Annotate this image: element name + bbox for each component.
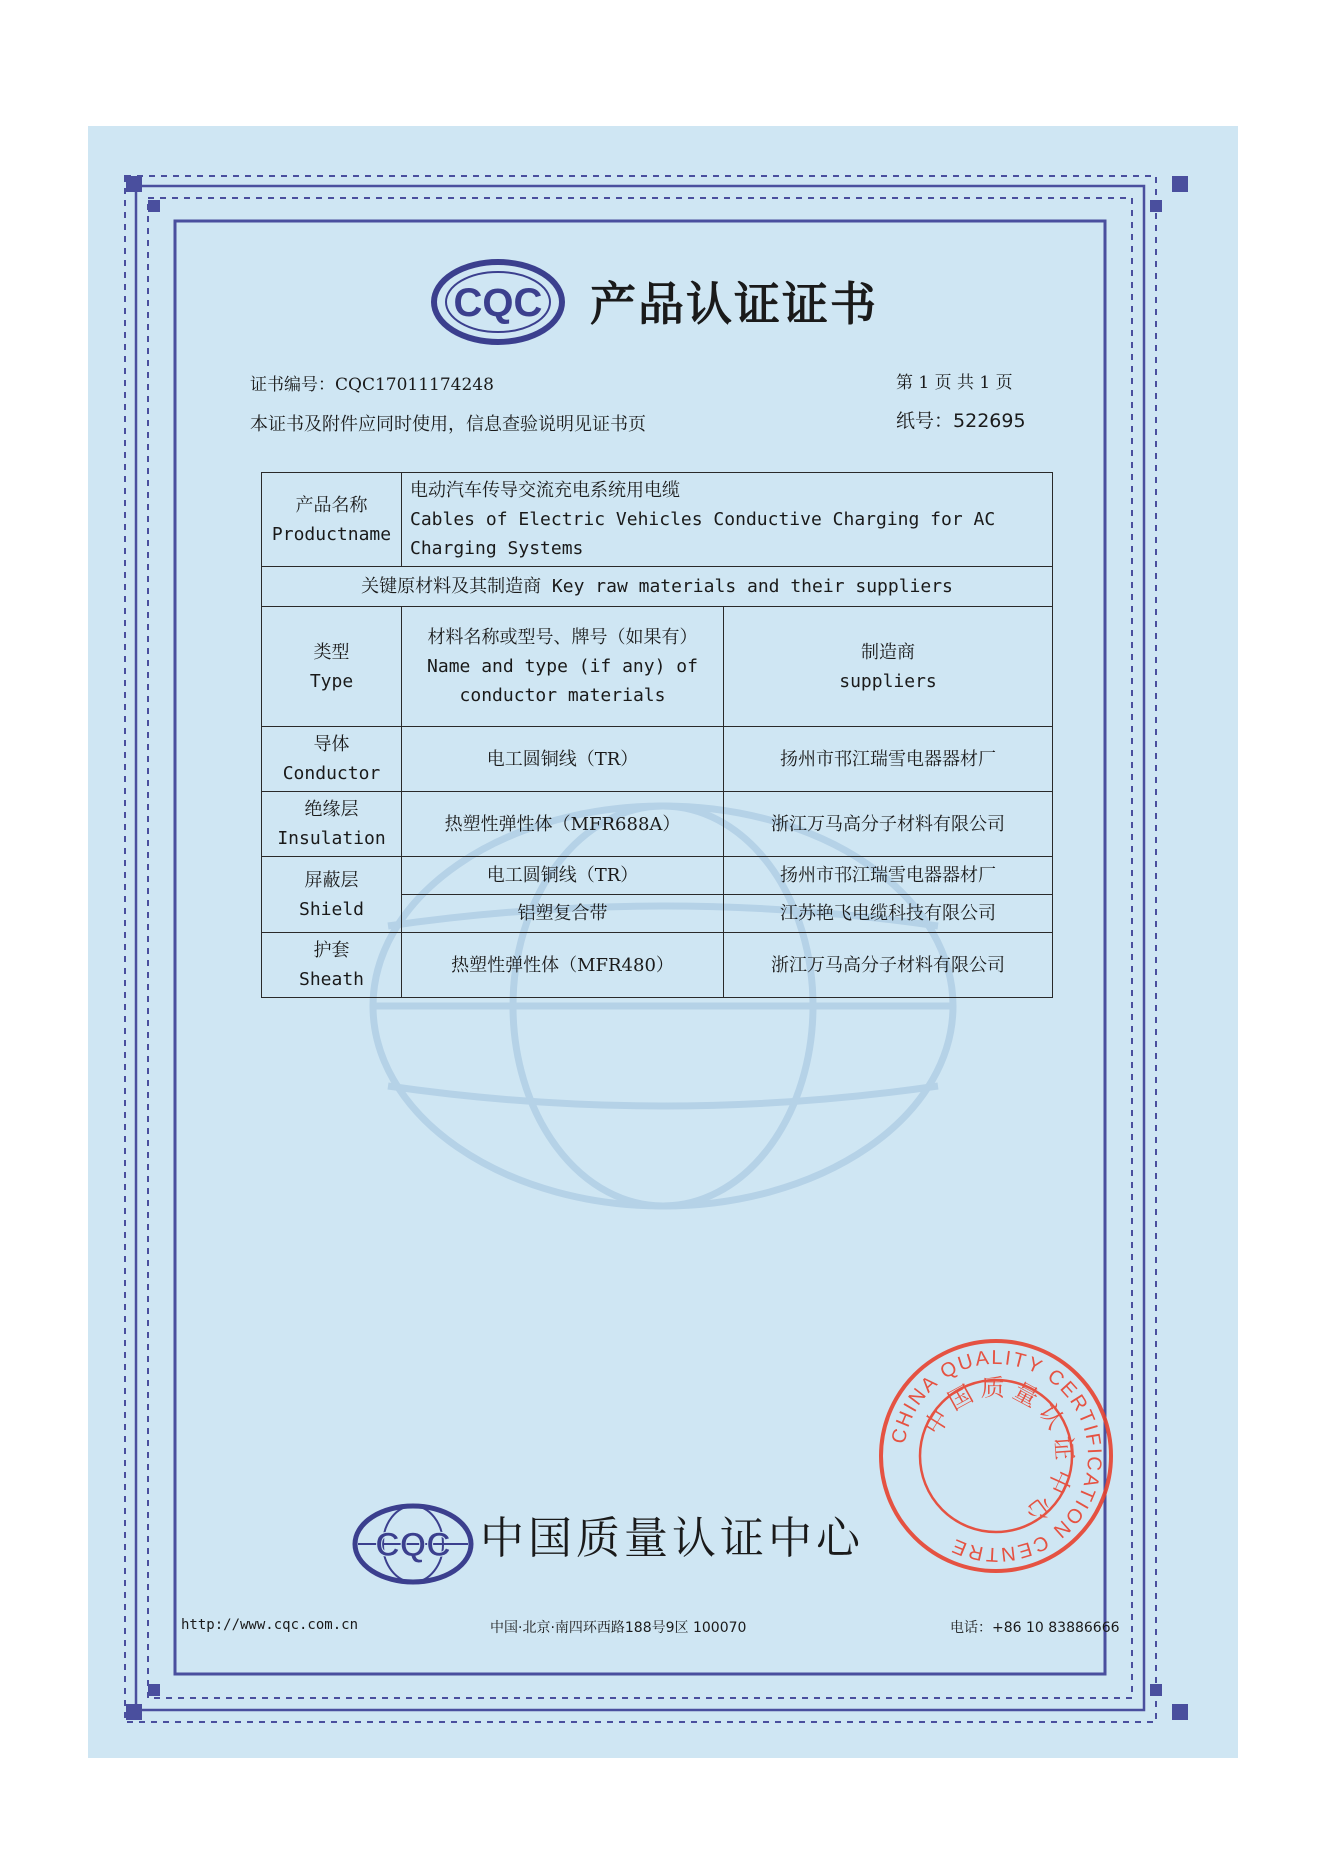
organization-name: 中国质量认证中心: [480, 1513, 864, 1564]
col-supplier-en: suppliers: [839, 670, 937, 692]
cert-number-label: 证书编号：: [250, 375, 335, 395]
table-row: [262, 792, 1053, 857]
row-material: 电工圆铜线（TR）: [402, 857, 724, 895]
section-title: 关键原材料及其制造商 Key raw materials and their suppliers: [262, 567, 1053, 607]
footer-cqc-logo: [350, 1500, 476, 1588]
product-label-cell: [262, 473, 402, 567]
product-row: [262, 473, 1053, 567]
col-material-en: Name and type (if any) of conductor materials: [427, 656, 698, 706]
row-supplier: 扬州市邗江瑞雪电器器材厂: [724, 857, 1053, 895]
col-supplier-cn: 制造商: [861, 641, 915, 663]
page-info: 第 1 页 共 1 页: [896, 373, 1013, 393]
col-material-cn: 材料名称或型号、牌号（如果有）: [427, 627, 698, 648]
paper-number-value: 522695: [953, 410, 1026, 432]
row-type-cell: [262, 933, 402, 998]
website-url: http://www.cqc.com.cn: [181, 1617, 359, 1633]
col-material-header: [402, 607, 724, 727]
cqc-logo: [428, 254, 568, 350]
product-label-en: Productname: [271, 523, 392, 545]
column-header-row: [262, 607, 1053, 727]
title-block: [428, 254, 928, 350]
col-type-cn: 类型: [313, 641, 350, 663]
row-material: 热塑性弹性体（MFR480）: [402, 933, 724, 998]
usage-notice: 本证书及附件应同时使用，信息查验说明见证书页: [250, 414, 646, 435]
seal-text-cn: 中国质量认证中心: [918, 1373, 1079, 1531]
logo-text: CQC: [453, 281, 543, 325]
cert-number-value: CQC17011174248: [335, 375, 494, 395]
row-type-cell: [262, 857, 402, 933]
cert-number: [250, 370, 494, 395]
row-material: 电工圆铜线（TR）: [402, 727, 724, 792]
certification-seal: [876, 1336, 1116, 1576]
product-name-en: Cables of Electric Vehicles Conductive Charging for AC Charging Systems: [410, 509, 996, 559]
col-type-en: Type: [309, 670, 354, 692]
row-type-en: Sheath: [298, 969, 365, 990]
table-row: [262, 857, 1053, 895]
product-label-cn: 产品名称: [295, 494, 368, 516]
product-name-cell: [402, 473, 1053, 567]
certificate-sheet: [88, 126, 1238, 1758]
row-type-cn: 护套: [313, 940, 350, 961]
svg-text:中国质量认证中心: [919, 1374, 1079, 1531]
row-type-en: Shield: [298, 898, 365, 920]
row-type-cn: 绝缘层: [304, 799, 359, 820]
paper-number-label: 纸号：: [896, 410, 954, 432]
row-type-en: Conductor: [282, 763, 381, 784]
row-supplier: 扬州市邗江瑞雪电器器材厂: [724, 727, 1053, 792]
paper-number: [896, 406, 1026, 433]
row-type-cell: [262, 727, 402, 792]
row-type-cn: 屏蔽层: [304, 869, 359, 891]
section-title-row: [262, 567, 1053, 607]
row-type-en: Insulation: [277, 828, 386, 849]
product-name-cn: 电动汽车传导交流充电系统用电缆: [410, 480, 680, 501]
row-supplier: 浙江万马高分子材料有限公司: [724, 933, 1053, 998]
table-row: [262, 727, 1053, 792]
row-type-cn: 导体: [313, 734, 350, 755]
row-material: 热塑性弹性体（MFR688A）: [402, 792, 724, 857]
phone: 电话：+86 10 83886666: [950, 1620, 1120, 1636]
row-type-cell: [262, 792, 402, 857]
seal-text-en: CHINA QUALITY CERTIFICATION CENTRE: [887, 1346, 1106, 1566]
address: 中国·北京·南四环西路188号9区 100070: [490, 1620, 747, 1636]
row-material: 铝塑复合带: [402, 895, 724, 933]
col-supplier-header: [724, 607, 1053, 727]
row-supplier: 江苏艳飞电缆科技有限公司: [724, 895, 1053, 933]
row-supplier: 浙江万马高分子材料有限公司: [724, 792, 1053, 857]
footer-logo-text: CQC: [375, 1526, 451, 1564]
col-type-header: [262, 607, 402, 727]
document-title: 产品认证证书: [590, 277, 878, 331]
certificate-table: [261, 472, 1053, 998]
table-row: [262, 933, 1053, 998]
